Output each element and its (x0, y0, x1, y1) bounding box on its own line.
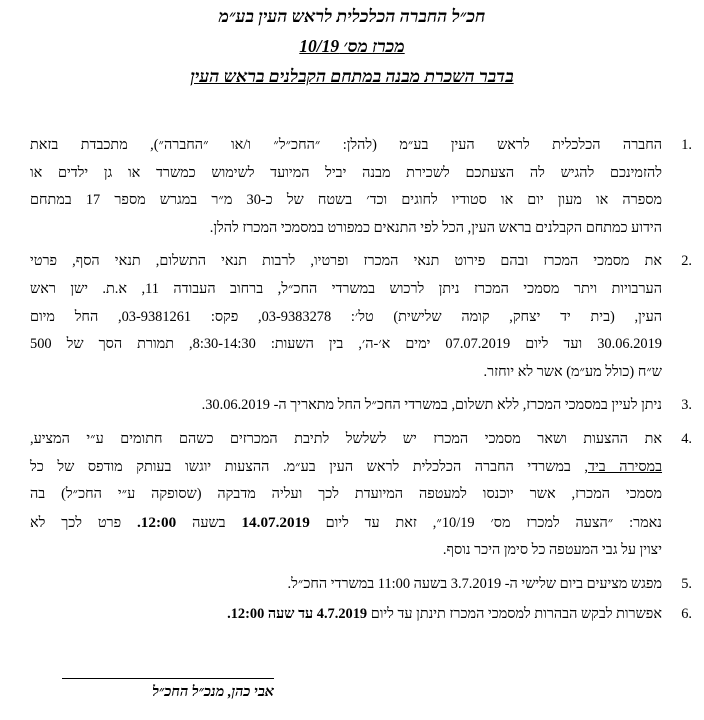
clause-2 (30, 248, 690, 386)
clause-line: להזמינכם להגיש לה הצעתכם לשכירת מבנה יביל המיועד לשימוש כמשרד או גן ילדים או (30, 164, 662, 181)
clause-number: 1. (681, 137, 692, 153)
clause-line: הידוע כמתחם הקבלנים בראש העין, הכל לפי התנאים כמפורט במסמכי המכרז להלן. (209, 219, 662, 236)
clause-line: את מסמכי המכרז ובהם פירוט תנאי המכרז ופרטיו, לרבות תנאי התשלום, תנאי הסף, פרטי (30, 253, 662, 270)
clause-line: 30.06.2019 ועד ליום 07.07.2019 ימים א׳-ה׳, בין השעות: 8:30-14:30, תמורת הסך של 500 (30, 336, 662, 353)
clause-line: נאמר: ״הצעה למכרז מס׳ 10/19״, זאת עד ליום 14.07.2019 בשעה 12:00. פרט לכך לא (30, 513, 662, 531)
clause-line: אפשרות לבקש הבהרות למסמכי המכרז תינתן עד ליום 4.7.2019 עד שעה 12:00. (227, 605, 662, 622)
deadline-date: 14.07.2019 (241, 513, 310, 531)
clarification-deadline: 4.7.2019 עד שעה 12:00. (227, 605, 368, 622)
clause-number: 6. (681, 605, 692, 622)
clause-line: הערבויות ויתר מסמכי המכרז ניתן לרכוש במשרדי החכ״ל, ברחוב העבודה 11, א.ת. ישן ראש (30, 280, 662, 297)
clause-line: את ההצעות ושאר מסמכי המכרז יש לשלשל לתיבת המכרזים כשהם חתומים ע״י המציע, (30, 430, 662, 447)
clause-6 (30, 601, 690, 629)
clause-line: במסירה ביד, במשרדי החברה הכלכלית לראש העין בע״מ. ההצעות יוגשו בעותק מודפס של כל (30, 458, 663, 475)
clause-line: העין, (בית יד יצחק, קומה שלישית) טל׳: 03-9383278, פקס: 03-9381261, החל מיום (30, 308, 663, 325)
clause-line: מסמכי המכרז, אשר יוכנסו למעטפה המיועדת לכך ועליה מדבקה (שסופקה ע״י החכ״ל) בה (30, 486, 662, 503)
underlined-phrase: במסירה ביד (588, 458, 663, 475)
clause-5 (30, 571, 690, 599)
clause-line: ניתן לעיין במסמכי המכרז, ללא תשלום, במשרדי החכ״ל החל מתאריך ה- 30.06.2019. (201, 397, 662, 414)
clause-line: מספרה או מעון יום או סטודיו לחוגים וכד׳ בשטח של כ-30 מ״ר במגרש מספר 17 במתחם (30, 192, 662, 209)
clause-number: 5. (681, 575, 692, 592)
clause-line: ש״ח (כולל מע״מ) אשר לא יוחזר. (483, 363, 662, 380)
tender-subject-title: בדבר השכרת מבנה במתחם הקבלנים בראש העין (190, 66, 514, 86)
deadline-time: 12:00. (137, 513, 177, 531)
tender-clauses (30, 132, 690, 628)
signature: אבי כהן, מנכ״ל החכ״ל (152, 684, 274, 700)
clause-1 (30, 132, 690, 242)
clause-3 (30, 392, 690, 420)
company-title: חכ״ל החברה הכלכלית לראש העין בע״מ (218, 6, 486, 26)
clause-number: 4. (681, 430, 692, 447)
clause-line: יצוין על גבי המעטפה כל סימן היכר נוסף. (442, 542, 662, 559)
clause-number: 3. (681, 397, 692, 414)
clause-line: מפגש מציעים ביום שלישי ה- 3.7.2019 בשעה 11:00 במשרדי החכ״ל. (287, 575, 662, 592)
clause-4 (30, 426, 690, 565)
clause-line: החברה הכלכלית לראש העין בע״מ (להלן: ״החכ״ל״ ו/או ״החברה״), מתכבדת בזאת (30, 137, 662, 153)
clause-number: 2. (681, 253, 692, 270)
signature-line (62, 678, 274, 679)
tender-number-title: מכרז מס׳ 10/19 (299, 36, 405, 56)
